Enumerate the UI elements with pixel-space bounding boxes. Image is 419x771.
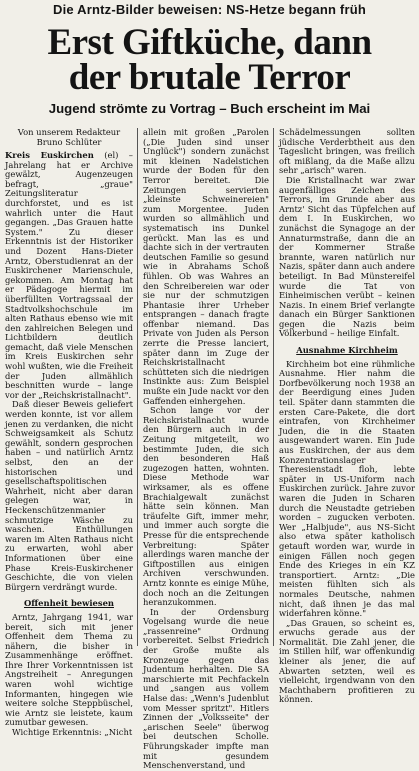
paragraph: Arntz, Jahrgang 1941, war bereit, sich mit jener Offenheit dem Thema zu nähern, die bisher in Zusammenhänge eröffnet. Ihre Ihrer Vorkenntnissen ist Angstreiheit – Anregungen waren wohl wichtige Informanten, hingegen wie weitere solche Steppbüschel, wie Arntz sie leistete, kaum zumutbar gewesen. [5, 611, 133, 728]
paragraph: Schon lange vor der Reichskristallnacht wurde den Bürgern auch in der Zeitung mitgeteilt, wo bestimmte Juden, die sich den besonderen Haß zugezogen hatten, wohnten. Diese Methode war wirksamer, als es offene Brachialgewalt zunächst hätte sein können. Man träufelte Gift, immer mehr, und immer auch sorgte die Presse für die entsprechende Verbreitung: Später allerdings waren manche der Giftpostillen aus einigen Archiven verschwunden. Arntz konnte es einige Mühe, doch noch an die Zeitungen heranzukommen. [143, 405, 269, 608]
paragraph: Schädelmessungen sollten jüdische Verderbtheit aus den Tageslicht bringen, was freilich oft mißlang, da die Maße allzu sehr „arisch" waren. [279, 127, 415, 176]
headline [0, 22, 419, 98]
headline-line-2: der brutale Terror [68, 57, 351, 98]
subheadline: Jugend strömte zu Vortrag – Buch erscheint im Mai [48, 101, 371, 116]
paragraph: Kreis Euskirchen (el) – Jahrelang hat er Archive gewälzt, Augenzeugen befragt, „graue" Zeitungsliteratur durchforstet, und es ist wahrlich unter die Haut gegangen. „Das Grauen hatte System." Zu dieser Erkenntnis ist der Historiker und Dozent Hans-Dieter Arntz, Oberstudienrat an der Euskirchener Marienschule, gekommen. Am Montag hat er Pädagoge hiermit im überfüllten Vortragssaal der Stadtvolkshochschule im alten Rathaus ebenso wie mit den zahlreichen Belegen und Lichtbildern deutlich gemacht, daß viele Menschen im Kreis Euskirchen sehr wohl wußten, wie die Freiheit der Juden allmählich beschnitten wurde – lange vor der „Reichskristallnacht". [5, 150, 133, 400]
paragraph: „Das Grauen, so scheint es, erwuchs gerade aus der Normalität. Die Zahl jener, die im Stillen hilf, war offenkundig kleiner als jener, die auf Abwarten setzten, weil es vielleicht, irgendwann von den Machthabern profitieren zu können. [279, 617, 415, 705]
section-heading: Offenheit bewiesen [23, 598, 114, 609]
section-heading: Ausnahme Kirchheim [296, 345, 398, 356]
paragraph: In der Ordensburg Vogelsang wurde die neue „rassenreine" Ordnung vorbereitet. Selbst Friedrich der Große mußte als Kronzeuge gegen das Judentum herhalten. Die SA marschierte mit Pechfackeln und „sangen aus vollem Halse das: „Wenn's Judenblut vom Messer spritzt". Hitlers Zinnen der „Volksseite" der „arischen Seele" überwog bei deutschen Scholle. Führungskader impfte man mit gesundem Menschenverstand, und [143, 606, 269, 771]
column-divider [137, 128, 138, 646]
headline-line-1: Erst Giftküche, dann [47, 22, 372, 63]
article-column-1 [5, 128, 133, 738]
dateline: Kreis Euskirchen [5, 150, 94, 160]
paragraph: Daß dieser Beweis geliefert werden konnte, ist vor allem jenen zu verdanken, die nicht Schweigsamkeit als Schutz gewählt, sondern gesprochen haben – und natürlich Arntz selbst, den an der historischen und gesellschaftspolitischen Wahrheit, nicht aber daran gelegen war, in Heckenschützenmanier schmutzige Wäsche zu waschen. Enthüllungen waren im Alten Rathaus nicht zu erwarten, wohl aber Informationen über eine Phase Kreis-Euskirchener Geschichte, die von vielen Bürgern verdrängt wurde. [5, 399, 133, 592]
column-divider [273, 128, 274, 646]
paragraph: Kirchheim bot eine rühmliche Ausnahme. Hier nahm die Dorfbevölkerung noch 1938 an der Beerdigung eines Juden teil. Später dann stammten die ersten Care-Pakete, die dort eintrafen, von Kirchheimer Juden, die in die Staaten ausgewandert waren. Ein Jude aus Euskirchen, der aus dem Konzentrationslager Theresienstadt floh, lebte später in US-Uniform nach Euskirchen zurück. Jahre zuvor waren die Juden in Scharen durch die Neustadte getrieben worden – zugucken verboten. Wer „Halbjude", aus NS-Sicht also etwa später katholisch getauft worden war, wurde in einigen Fällen noch gegen Ende des Krieges in ein KZ transportiert. Arntz: „Die meisten fühlten sich als normales Deutsche, nahmen nicht, daß ihnen je das mal widerfahren könne." [279, 358, 415, 619]
article-column-3 [279, 128, 415, 705]
article-column-2 [143, 128, 269, 771]
byline-author: Bruno Schlüter [36, 136, 102, 147]
byline-role: Von unserem Redakteur [17, 127, 121, 137]
kicker-line: Die Arntz-Bilder beweisen: NS-Hetze begann früh [52, 2, 366, 17]
paragraph: Wichtige Erkenntnis: „Nicht [12, 727, 133, 738]
byline [5, 128, 133, 147]
paragraph: allein mit großen „Parolen („Die Juden sind unser Unglück") sondern zunächst mit kleinen Nadelstichen wurde der Boden für den Terror bereitet. Die Zeitungen servierten „kleinste Schweinereien" zum Morgentee. Juden wurden so allmählich und systematisch ins Dunkel gerückt. Man las es und dachte sich in der vertrauten deutschen Familie so gesund wie in Abrahams Schoß fühlen. Ob was Wahres an den Schreibereien war oder sie nur der schmutzigen Phantasie ihrer Urheber entsprangen – danach fragte offenbar niemand. Das Private von Juden als Person zerrte die Presse lanciert, später dann im Zuge der Reichskristallnacht schütteten sich die niedrigen Instinkte aus: Zum Beispiel mußte ein Jude nackt vor den Gaffenden einhergehen. [143, 127, 269, 406]
paragraph: Die Kristallnacht war zwar augenfälliges Zeichen des Terrors, im Grunde aber aus Arntz' Sicht das Tüpfelchen auf dem I. In Euskirchen, wo zunächst die Synagoge an der Annaturmstraße, dann die an der Kommerner Straße brannte, waren natürlich nur Nazis, später dann auch andere beteiligt. In Bad Münstereifel wurde die Tat von Einheimischen verübt – keinen Nazis. In einem Brief verlangte danach ein Bürger Sanktionen gegen die Nazis beim Völkerbund – heilige Einfalt. [279, 174, 415, 339]
